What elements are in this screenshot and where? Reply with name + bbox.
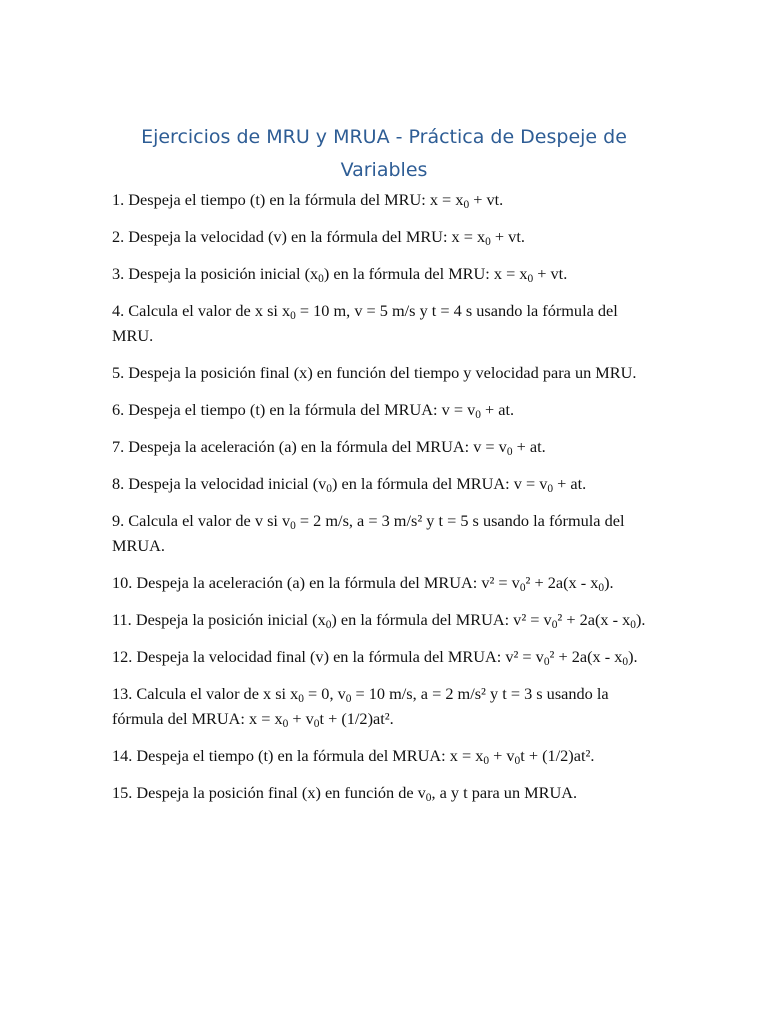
exercise-text: + v <box>489 746 515 765</box>
exercise-text: 4. Calcula el valor de x si x <box>112 301 291 320</box>
exercise-text: 14. Despeja el tiempo (t) en la fórmula del MRUA: x = x <box>112 746 484 765</box>
exercise-text: + vt. <box>490 227 525 246</box>
subscript-text: 0 <box>475 409 481 422</box>
exercise-text: 11. Despeja la posición inicial (x <box>112 610 326 629</box>
subscript-text: 0 <box>282 718 289 731</box>
subscript-text: 0 <box>598 582 605 595</box>
subscript-text: 0 <box>551 619 558 632</box>
exercise-item <box>112 780 662 805</box>
exercise-text: 15. Despeja la posición final (x) en función de v <box>112 783 426 802</box>
exercise-text: 1. Despeja el tiempo (t) en la fórmula del MRU: x = x <box>112 190 464 209</box>
exercise-text: 13. Calcula el valor de x si x <box>112 684 299 703</box>
exercise-list <box>112 187 662 817</box>
subscript-text: 0 <box>425 792 432 805</box>
exercise-item <box>112 298 662 348</box>
subscript-text: 0 <box>313 718 320 731</box>
exercise-text: = 10 m, v = 5 m/s y t = 4 s usando la fórmula del MRU. <box>112 301 618 345</box>
exercise-text: 8. Despeja la velocidad inicial (v <box>112 474 327 493</box>
document-title: Ejercicios de MRU y MRUA - Práctica de Despeje de Variables <box>141 126 627 181</box>
exercise-item <box>112 570 662 595</box>
exercise-text: ) en la fórmula del MRUA: v² = v <box>331 610 552 629</box>
exercise-text: + vt. <box>469 190 504 209</box>
subscript-text: 0 <box>485 236 491 249</box>
subscript-text: 0 <box>547 483 554 496</box>
exercise-item <box>112 397 662 422</box>
subscript-text: 0 <box>483 755 490 768</box>
exercise-text: t + (1/2)at². <box>520 746 595 765</box>
exercise-text: + vt. <box>533 264 568 283</box>
subscript-text: 0 <box>514 755 521 768</box>
exercise-text: 5. Despeja la posición final (x) en función del tiempo y velocidad para un MRU. <box>112 363 637 382</box>
exercise-item <box>112 508 662 558</box>
exercise-text: 6. Despeja el tiempo (t) en la fórmula del MRUA: v = v <box>112 400 476 419</box>
exercise-text: ² + 2a(x - x <box>557 610 631 629</box>
exercise-text: 3. Despeja la posición inicial (x <box>112 264 319 283</box>
exercise-text: 2. Despeja la velocidad (v) en la fórmula del MRU: x = x <box>112 227 486 246</box>
exercise-text: ² + 2a(x - x <box>525 573 599 592</box>
exercise-text: t + (1/2)at². <box>319 709 394 728</box>
exercise-item <box>112 224 662 249</box>
exercise-text: ² + 2a(x - x <box>549 647 623 666</box>
exercise-text: 9. Calcula el valor de v si v <box>112 511 291 530</box>
exercise-item <box>112 743 662 768</box>
exercise-item <box>112 434 662 459</box>
exercise-text: ) en la fórmula del MRU: x = x <box>323 264 528 283</box>
exercise-item <box>112 360 662 385</box>
subscript-text: 0 <box>318 273 324 286</box>
subscript-text: 0 <box>345 693 352 706</box>
exercise-text: + v <box>288 709 314 728</box>
exercise-item <box>112 681 662 731</box>
exercise-text: + at. <box>480 400 515 419</box>
subscript-text: 0 <box>622 656 629 669</box>
exercise-item <box>112 644 662 669</box>
subscript-text: 0 <box>519 582 526 595</box>
exercise-text: ). <box>635 610 646 629</box>
exercise-text: = 10 m/s, a = 2 m/s² y t = 3 s usando la fórmula del MRUA: x = x <box>112 684 609 728</box>
exercise-text: = 0, v <box>303 684 346 703</box>
exercise-text: + at. <box>553 474 587 493</box>
subscript-text: 0 <box>527 273 534 286</box>
exercise-text: + at. <box>512 437 546 456</box>
exercise-item <box>112 187 662 212</box>
exercise-text: 7. Despeja la aceleración (a) en la fórmula del MRUA: v = v <box>112 437 507 456</box>
subscript-text: 0 <box>463 199 470 212</box>
subscript-text: 0 <box>290 520 296 533</box>
exercise-text: , a y t para un MRUA. <box>431 783 578 802</box>
exercise-item <box>112 261 662 286</box>
subscript-text: 0 <box>630 619 636 632</box>
exercise-text: = 2 m/s, a = 3 m/s² y t = 5 s usando la fórmula del MRUA. <box>112 511 625 555</box>
subscript-text: 0 <box>506 446 513 459</box>
exercise-item <box>112 471 662 496</box>
exercise-text: 10. Despeja la aceleración (a) en la fórmula del MRUA: v² = v <box>112 573 520 592</box>
subscript-text: 0 <box>543 656 550 669</box>
exercise-text: ). <box>604 573 614 592</box>
exercise-item <box>112 607 662 632</box>
subscript-text: 0 <box>290 310 296 323</box>
subscript-text: 0 <box>325 619 332 632</box>
subscript-text: 0 <box>298 693 304 706</box>
exercise-text: ). <box>628 647 638 666</box>
subscript-text: 0 <box>326 483 332 496</box>
exercise-text: 12. Despeja la velocidad final (v) en la fórmula del MRUA: v² = v <box>112 647 544 666</box>
exercise-text: ) en la fórmula del MRUA: v = v <box>332 474 548 493</box>
